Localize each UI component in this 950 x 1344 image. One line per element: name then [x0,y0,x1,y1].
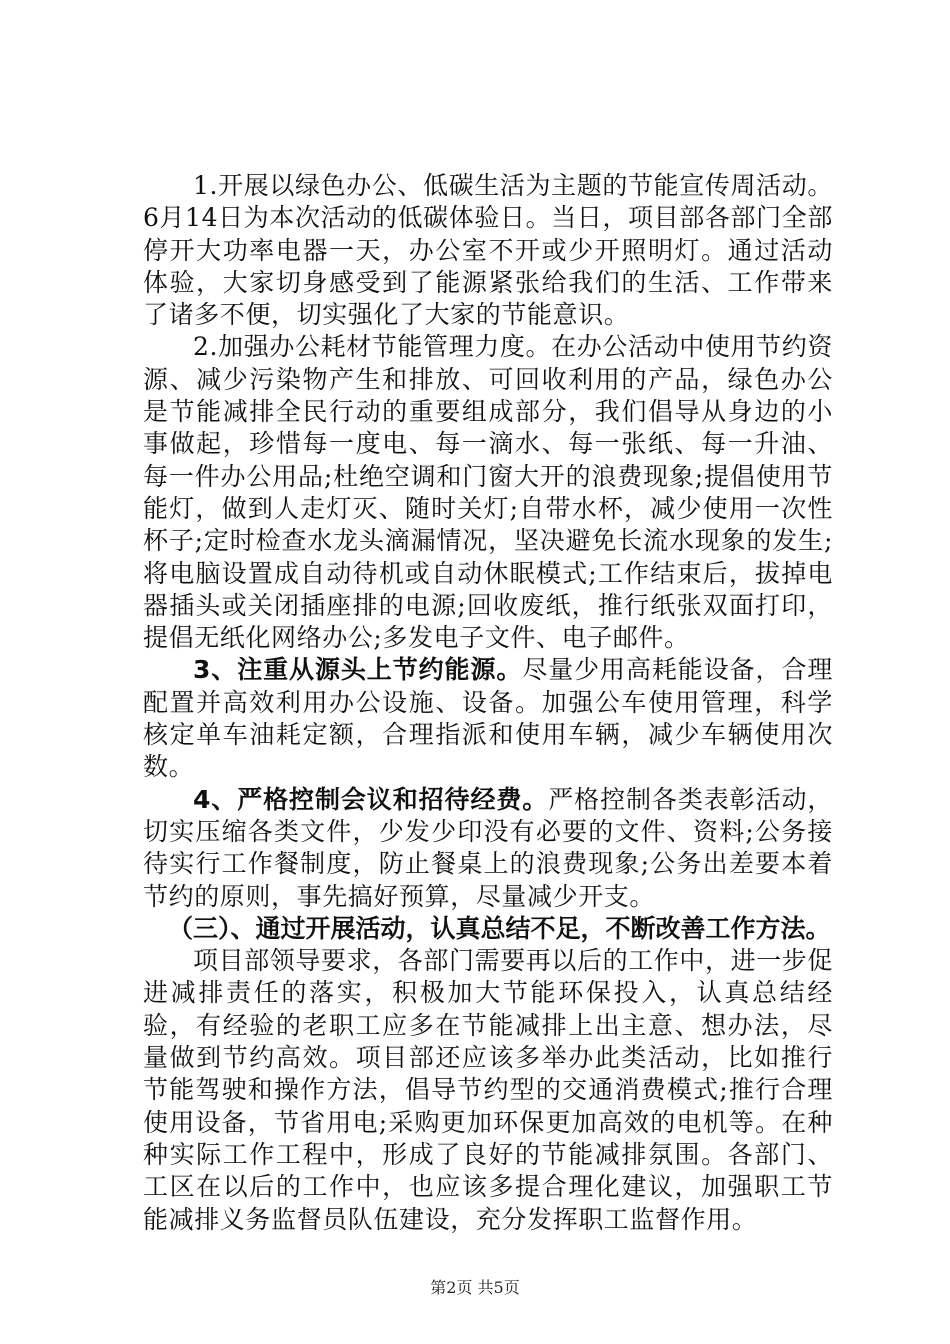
paragraph-4-text: 严格控制各类表彰活动，切实压缩各类文件，少发少印没有必要的文件、资料;公务接待实行工作餐制度，防止餐桌上的浪费现象;公务出差要本着节约的原则，事先搞好预算，尽量减少开支。 [143,784,833,911]
paragraph-3 [143,654,833,783]
paragraph-4-lead: 4、严格控制会议和招待经费。 [193,784,549,814]
paragraph-4 [143,784,833,913]
paragraph-2 [143,331,833,654]
page-footer: 第2页 共5页 [430,1278,520,1297]
paragraph-2-text: 2.加强办公耗材节能管理力度。在办公活动中使用节约资源、减少污染物产生和排放、可回收利用的产品，绿色办公是节能减排全民行动的重要组成部分，我们倡导从身边的小事做起，珍惜每一度电、每一滴水、每一张纸、每一升油、每一件办公用品;杜绝空调和门窗大开的浪费现象;提倡使用节能灯，做到人走灯灭、随时关灯;自带水杯，减少使用一次性杯子;定时检查水龙头滴漏情况，坚决避免长流水现象的发生;将电脑设置成自动待机或自动休眠模式;工作结束后，拔掉电器插头或关闭插座排的电源;回收废纸，推行纸张双面打印，提倡无纸化网络办公;多发电子文件、电子邮件。 [143,332,833,653]
section-heading: （三）、通过开展活动，认真总结不足，不断改善工作方法。 [168,913,831,943]
paragraph-1 [143,170,833,331]
paragraph-3-text: 尽量少用高耗能设备，合理配置并高效利用办公设施、设备。加强公车使用管理，科学核定单车油耗定额，合理指派和使用车辆，减少车辆使用次数。 [143,655,833,782]
paragraph-1-text: 1.开展以绿色办公、低碳生活为主题的节能宣传周活动。6月14日为本次活动的低碳体验日。当日，项目部各部门全部停开大功率电器一天，办公室不开或少开照明灯。通过活动体验，大家切身感受到了能源紧张给我们的生活、工作带来了诸多不便，切实强化了大家的节能意识。 [143,171,833,330]
closing-paragraph: 项目部领导要求，各部门需要再以后的工作中，进一步促进减排责任的落实，积极加大节能环保投入，认真总结经验，有经验的老职工应多在节能减排上出主意、想办法，尽量做到节约高效。项目部还应该多举办此类活动，比如推行节能驾驶和操作方法，倡导节约型的交通消费模式;推行合理使用设备，节省用电;采购更加环保更加高效的电机等。在种种实际工作工程中，形成了良好的节能减排氛围。各部门、工区在以后的工作中，也应该多提合理化建议，加强职工节能减排义务监督员队伍建设，充分发挥职工监督作用。 [143,946,834,1234]
paragraph-3-lead: 3、注重从源头上节约能源。 [193,655,523,685]
document-body [143,170,833,1236]
